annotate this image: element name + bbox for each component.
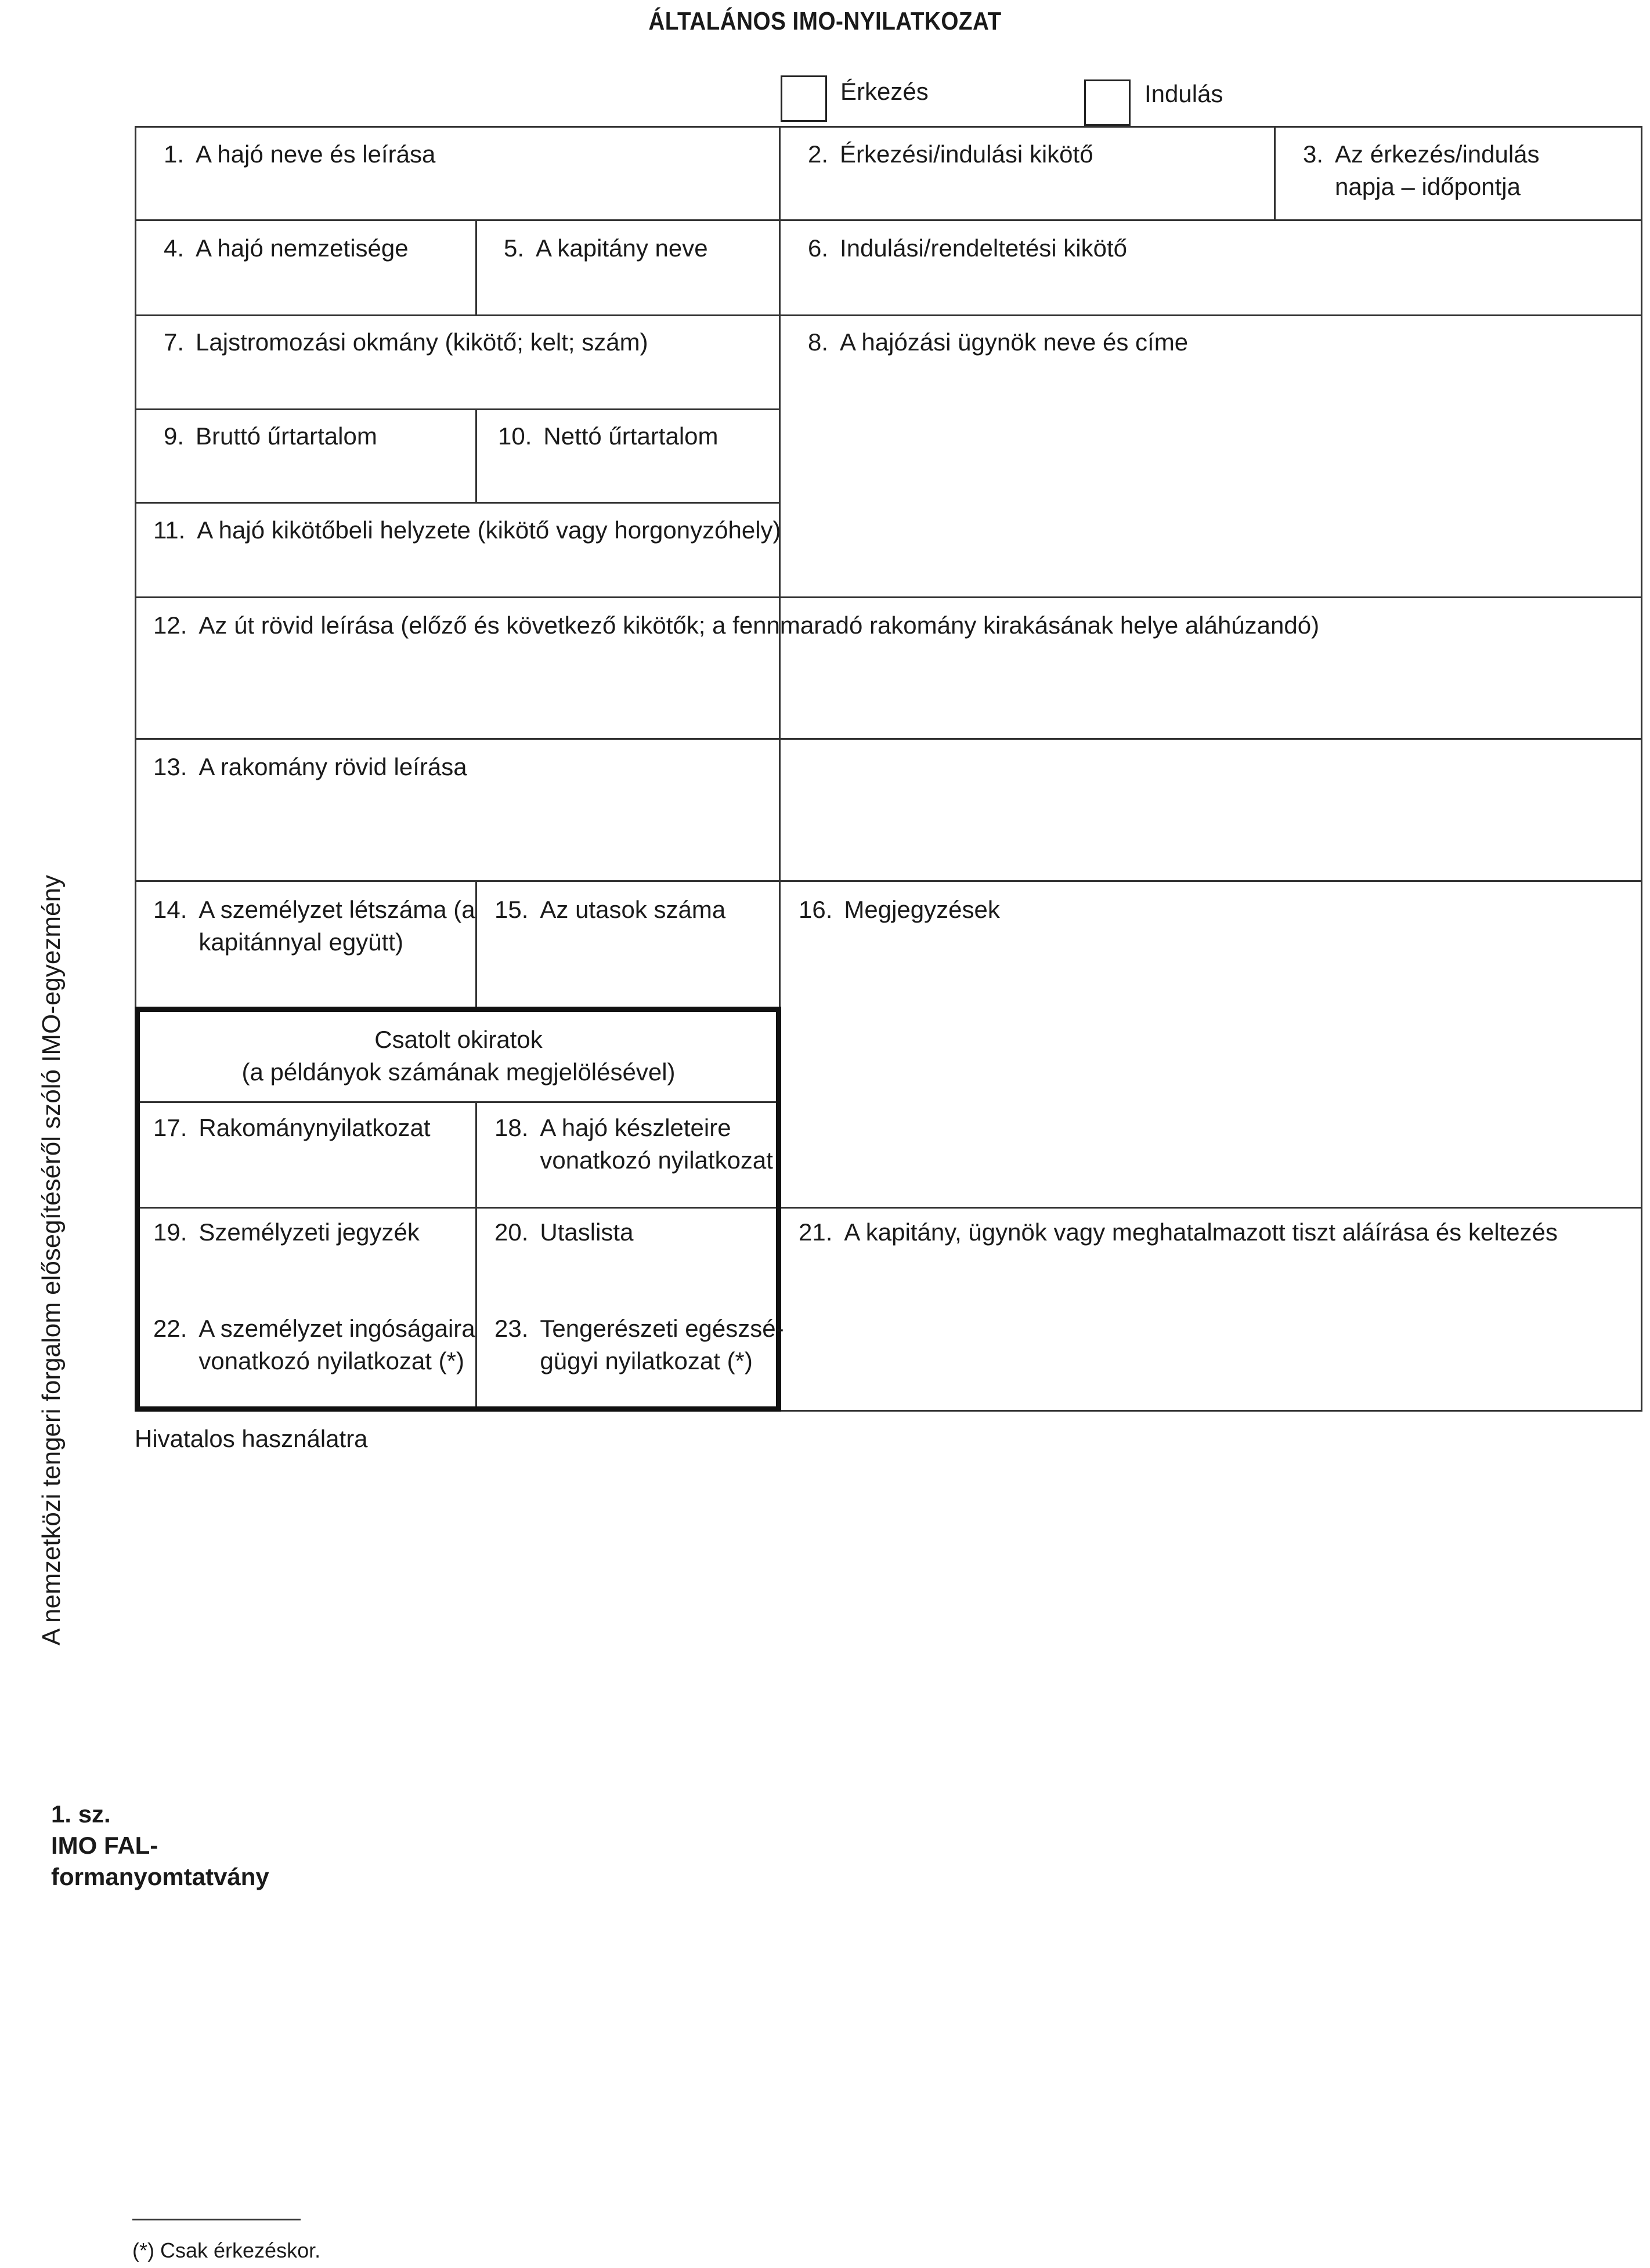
- master-name-input[interactable]: [478, 267, 777, 313]
- official-use-label: Hivatalos használatra: [135, 1425, 368, 1452]
- field-9-gross-tonnage: 9. Bruttó űrtartalom: [164, 422, 377, 450]
- position-input[interactable]: [137, 549, 778, 595]
- field-18-ship-stores-declaration: 18. A hajó készleteire vonatkozó nyilatkozat: [494, 1114, 773, 1174]
- remarks-input[interactable]: [781, 928, 1639, 1206]
- field-6-departure-destination-port: 6. Indulási/rendeltetési kikötő: [808, 234, 1127, 262]
- registry-input[interactable]: [137, 361, 778, 407]
- field-1-ship-name: 1. A hajó neve és leírása: [164, 140, 436, 168]
- field-12-voyage-particulars: 12. Az út rövid leírása (előző és következő kikötők; a fennmaradó rakomány kirakásának helye aláhúzandó): [153, 612, 1320, 639]
- agent-input[interactable]: [781, 361, 1639, 595]
- form-identifier: 1. sz. IMO FAL- formanyomtatvány: [51, 1800, 269, 1890]
- field-23-maritime-health-declaration: 23. Tengerészeti egészsé- gügyi nyilatkozat (*): [494, 1315, 784, 1374]
- field-22-crew-effects-declaration: 22. A személyzet ingóságaira vonatkozó nyilatkozat (*): [153, 1315, 475, 1374]
- convention-side-text: A nemzetközi tengeri forgalom elősegítéséről szóló IMO-egyezmény: [37, 875, 66, 1645]
- footnote: (*) Csak érkezéskor.: [132, 2238, 321, 2262]
- ship-name-input[interactable]: [137, 174, 778, 218]
- departure-label: Indulás: [1144, 80, 1223, 107]
- field-10-net-tonnage: 10. Nettó űrtartalom: [498, 422, 719, 450]
- signature-input[interactable]: [781, 1253, 1639, 1409]
- voyage-input[interactable]: [137, 645, 1639, 737]
- field-17-cargo-declaration: 17. Rakománynyilatkozat: [153, 1114, 431, 1141]
- net-tonnage-input[interactable]: [478, 455, 777, 500]
- field-20-passenger-list: 20. Utaslista: [494, 1218, 634, 1246]
- gross-tonnage-input[interactable]: [137, 455, 474, 500]
- field-4-nationality: 4. A hajó nemzetisége: [164, 234, 409, 262]
- arrival-label: Érkezés: [840, 78, 929, 105]
- field-3-date-time: 3. Az érkezés/indulás napja – időpontja: [1303, 140, 1540, 200]
- field-19-crew-list: 19. Személyzeti jegyzék: [153, 1218, 420, 1246]
- footnote-divider: [132, 2219, 301, 2220]
- port-input[interactable]: [781, 174, 1272, 218]
- field-2-port: 2. Érkezési/indulási kikötő: [808, 140, 1093, 168]
- form-title: ÁLTALÁNOS IMO-NYILATKOZAT: [648, 7, 1002, 35]
- field-15-passenger-number: 15. Az utasok száma: [494, 896, 726, 923]
- nationality-input[interactable]: [137, 267, 474, 313]
- field-5-master-name: 5. A kapitány neve: [504, 234, 708, 262]
- field-11-position-in-port: 11. A hajó kikötőbeli helyzete (kikötő vagy horgonyzóhely): [153, 516, 781, 544]
- cargo-input[interactable]: [137, 787, 1639, 878]
- field-21-signature-date: 21. A kapitány, ügynök vagy meghatalmazott tiszt aláírása és keltezés: [799, 1218, 1558, 1246]
- passenger-number-input[interactable]: [478, 928, 777, 1005]
- destination-port-input[interactable]: [781, 267, 1639, 313]
- field-14-crew-number: 14. A személyzet létszáma (a kapitánnyal együtt): [153, 896, 475, 956]
- field-13-cargo-description: 13. A rakomány rövid leírása: [153, 753, 467, 780]
- field-7-registry-certificate: 7. Lajstromozási okmány (kikötő; kelt; szám): [164, 328, 648, 356]
- attached-documents-heading: Csatolt okiratok (a példányok számának megjelölésével): [241, 1026, 676, 1086]
- field-8-agent-name-address: 8. A hajózási ügynök neve és címe: [808, 328, 1189, 356]
- field-16-remarks: 16. Megjegyzések: [799, 896, 1000, 923]
